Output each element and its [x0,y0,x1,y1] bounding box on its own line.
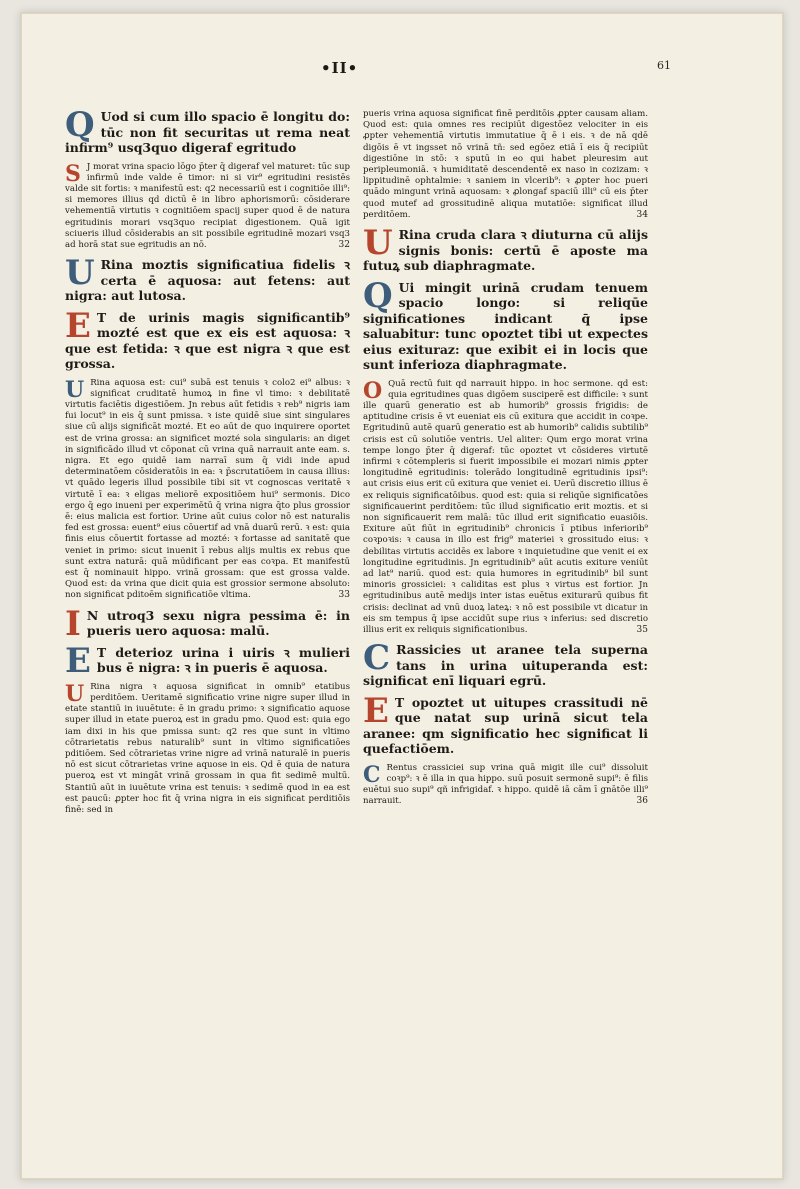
paragraph-text: Rina moztis significatiua fidelis ꝛ certa ē aquosa: aut fetens: aut nigra: aut lutosa. [65,257,350,304]
text-paragraph [65,253,350,304]
running-head: •II• [321,59,359,77]
text-paragraph [363,223,648,274]
decorated-initial: I [65,603,81,644]
text-paragraph [363,109,648,221]
decorated-initial: O [363,377,383,404]
page-number: 61 [657,59,671,72]
aphorism-number: 36 [636,796,648,807]
paragraph-text: Rassicies ut aranee tela superna tans in urina uituperanda est: significat enī liquari egrū. [363,642,648,689]
decorated-initial: C [363,761,381,788]
book-page [20,12,784,1180]
paragraph-text: N utroq3 sexu nigra pessima ē: in pueris uero aquosa: malū. [86,607,350,639]
decorated-initial: C [363,638,391,679]
text-paragraph [363,690,648,757]
decorated-initial: Q [65,105,95,145]
paragraph-text: Rina cruda clara ꝛ diuturna cū alijs signis bonis: certū ē aposte ma futuꝝ sub diaphragmate. [363,227,648,274]
text-paragraph [363,275,648,373]
text-paragraph [363,763,648,808]
paragraph-text: T deterioz urina i uiris ꝛ mulieri bus ē nigra: ꝛ in pueris ē aquosa. [96,644,350,676]
paragraph-text: Quā rectū fuit qd narrauit hippo. in hoc sermone. qd est: quia egritudines quas digōem susciperē est difficile: ꝛ sunt ille quarū generatio est ab humorib⁹ grossis frigidis: de aptitudine crisis ē vt eueniat eis cū exitura que accidit in coꝛpe. Egritudinū autē quarū generatio est ab humorib⁹ calidis subtilib⁹ crisis est cū solutiōe ventris. Uel aliter: Qum ergo morat vrina tempe longo p̄ter q̄ digeraf: tūc opoztet vt cōsideres virtutē infirmi ꝛ cōtempleris si fuerit impossibile ei mozari nimis ꝓpter longitudinē egritudinis: tolerādo longitudinē egritudinis ipsi⁹: aut crisis eius erit cū exitura que veniet ei. Uerū discretio illius ē ex reliquis significatōibus. quod est: quia si reliqūe significatōes significauerint perditōem: tūc illud significatio erit moztis. et si non significauerit rem malā: tūc illud erit significatio euasiōis. Exiture aūt fiūt in egritudinib⁹ chronicis ī ptibus inferiorib⁹ coꝛpoꝛis: ꝛ causa in illo est frig⁹ materiei ꝛ grossitudo eius: ꝛ debilitas virtutis accidēs ex labore ꝛ inquietudine que venit ei ex longitudine egritudinis. Jn egritudinib⁹ aūt acutis exiture veniūt ad lat⁹ nariū. quod est: quia humores in egritudinib⁹ bil sunt minoris grossiciei: ꝛ caliditas est plus ꝛ virtus est fortior. Jn egritudinibus autē medijs inter istas euētus exiturarū quibus fit crisis: declinat ad vnū duoꝝ lateꝝ: ꝛ nō est possibile vt dicatur in eis sm tempus q̄ ipse accidūt supe rius ꝛ inferius: sed discretio illius erit ex reliquis significationibus. [363,378,648,635]
text-paragraph [65,305,350,372]
text-paragraph [65,162,350,252]
aphorism-number: 32 [338,239,350,250]
text-paragraph [65,105,350,156]
aphorism-number: 34 [636,209,648,220]
text-paragraph [363,638,648,689]
aphorism-number: 35 [636,625,648,635]
aphorism-number: 33 [338,590,350,601]
paragraph-text: Rina nigra ꝛ aquosa significat in omnib⁹ etatibus perditōem. Ueritamē significatio vrine nigre super illud in etate stantiū in iuuētute: ē in gradu primo: ꝛ significatio aquose super illud in etate pueroꝝ est in gradu pmo. Quod est: quia ego iam dixi in his que pmissa sunt: q2 res que sunt in vltimo cōtrarietatis rebus naturalib⁹ sunt in vltimo significatiōes pditiōem. Sed cōtrarietas vrine nigre ad vrinā naturalē in pueris nō est sicut cōtrarietas vrine aquose in eis. Qd ē quia de natura pueroꝝ est vt mingāt vrinā grossam in qua fit sedimē multū. Stantiū aūt in iuuētute vrina est tenuis: ꝛ sedimē quod in ea est est paucū: ꝓpter hoc fit q̄ vrina nigra in eis significat perditiōis finē: sed in [65,681,350,815]
right-column [363,109,648,814]
decorated-initial: Q [363,275,393,316]
paragraph-text: Uod si cum illo spacio ē longitu do: tūc non fit securitas ut rema neat infirm⁹ usq3quo digeraf egritudo [65,109,350,155]
decorated-initial: U [363,223,393,264]
text-paragraph [363,379,648,637]
decorated-initial: E [65,305,91,346]
paragraph-text: pueris vrina aquosa significat finē perditōis ꝓpter causam aliam. Quod est: quia omnes res recipiūt digestōez velociter in eis ꝓpter vehementiā virtutis immutatiue q̄ ē i eis. ꝛ de nā qdē digōis ē vt ingsset nō vrinā tñ: sed egōez etiā ī eis q̄ recipiūt digestiōne in stō: ꝛ sputū in eo qui habet pleuresim aut peripleumoniā. ꝛ humiditatē descendentē ex naso in cozizam: ꝛ lippitudinē ophtalmie: ꝛ saniem in vlcerib⁹: ꝛ ꝓpter hoc pueri quādo mingunt vrinā aquosam: ꝛ ꝓlongaf spaciū illi⁹ cū eis p̄ter quod mutef ad grossitudinē aliqua mutatiōe: significat illud perditōem. [363,109,648,220]
decorated-initial: U [65,253,95,294]
paragraph-text: Rentus crassiciei sup vrina quā migit ille cui⁹ dissoluit coꝛp⁹: ꝛ ē illa in qua hippo. suū posuit sermonē supi⁹: ē filis euētui suo supi⁹ qñ infrigidaf. ꝛ hippo. quidē iā cām ī gnātōe illi⁹ narrauit. [363,762,648,807]
decorated-initial: S [65,160,81,187]
paragraph-text: T de urinis magis significantib⁹ mozté est que ex eis est aquosa: ꝛ que est fetida: ꝛ que est nigra ꝛ que est grossa. [65,309,350,372]
decorated-initial: E [363,690,389,731]
paragraph-text: J morat vrina spacio lōgo p̄ter q̄ digeraf vel maturet: tūc sup infirmū inde valde ē timor: ni si vir⁹ egritudini resistēs valde sit fortis: ꝛ manifestū est: q2 necessariū est i cognitiōe illi⁹: si memores illius qd dictū ē in libro aphorismorū: cōsiderare vehementiā virtutis ꝛ cognitiōem spacij super quod ē de natura egritudinis morari vsq3quo recipiat digestionem. Quā igit sciueris illud cōsiderabis an sit possibile egritudinē mozari vsq3 ad horā stat sue egritudis an nō. [65,161,350,250]
paragraph-text: Rina aquosa est: cui⁹ subā est tenuis ꝛ colo2 ei⁹ albus: ꝛ significat cruditatē humoꝝ in fine vl timo: ꝛ debilitatē virtutis faciētis digestiōem. Jn rebus aūt fetidis ꝛ reb⁹ nigris iam fui locut⁹ in eis q̄ sunt pmissa. ꝛ iste quidē siue sint singulares siue cū alijs significāt mozté. Et eo aūt de quo inquirere oportet est de vrina grossa: an significet mozté sola singularis: an diget in significādo illud vt cōponat cū vrina quā narrauit ante eam. s. nigra. Et ego quidē iam narraī sum q̄ vidi inde apud determinatōem cōsideratōis in ea: ꝛ p̄scrutatiōem in causa illius: vt quādo legeris illud possibile tibi sit vt cognoscas veritatē ꝛ virtutē ī ea: ꝛ eligas meliorē expositiōem hui⁹ sermonis. Dico ergo q̄ ego inueni per experimētū q̄ vrina nigra q̄to plus grossior ē: eius malicia est fortior. Urine aūt cuius color nō est naturalis fed est grossa: euent⁹ eius cōuertif ad vnā duarū rerū. ꝛ est: quia finis eius cōuertit fortasse ad mozté: ꝛ fortasse ad sanitatē que veniet in primo: sicut inuenit ī rebus alijs multis ex rebus que sunt extra naturā: quā mūdificant per eas coꝛpa. Et manifestū est q̄ nominauit hippo. vrinā grossam: que est grossa valde. Quod est: da vrina que dicit quia est grossior sermone absoluto: non significat pditoēm significatiōe vltima. [65,377,350,601]
left-column [65,105,350,822]
text-paragraph [65,640,350,681]
decorated-initial: U [65,376,85,403]
paragraph-text: T opoztet ut uitupes crassitudi nē que natat sup urinā sicut tela aranee: qm significatio hec significat li quefactiōem. [363,694,648,757]
text-paragraph [65,682,350,816]
text-paragraph [65,603,350,644]
paragraph-text: Ui mingit urinā crudam tenuem spacio longo: si reliqūe significationes indicant q̄ ipse saluabitur: tunc opoztet tibi ut expectes eius exituraz: que exibit ei in locis que sunt inferioza diaphragmate. [363,279,648,373]
decorated-initial: U [65,680,85,707]
text-paragraph [65,378,350,602]
decorated-initial: E [65,640,91,681]
